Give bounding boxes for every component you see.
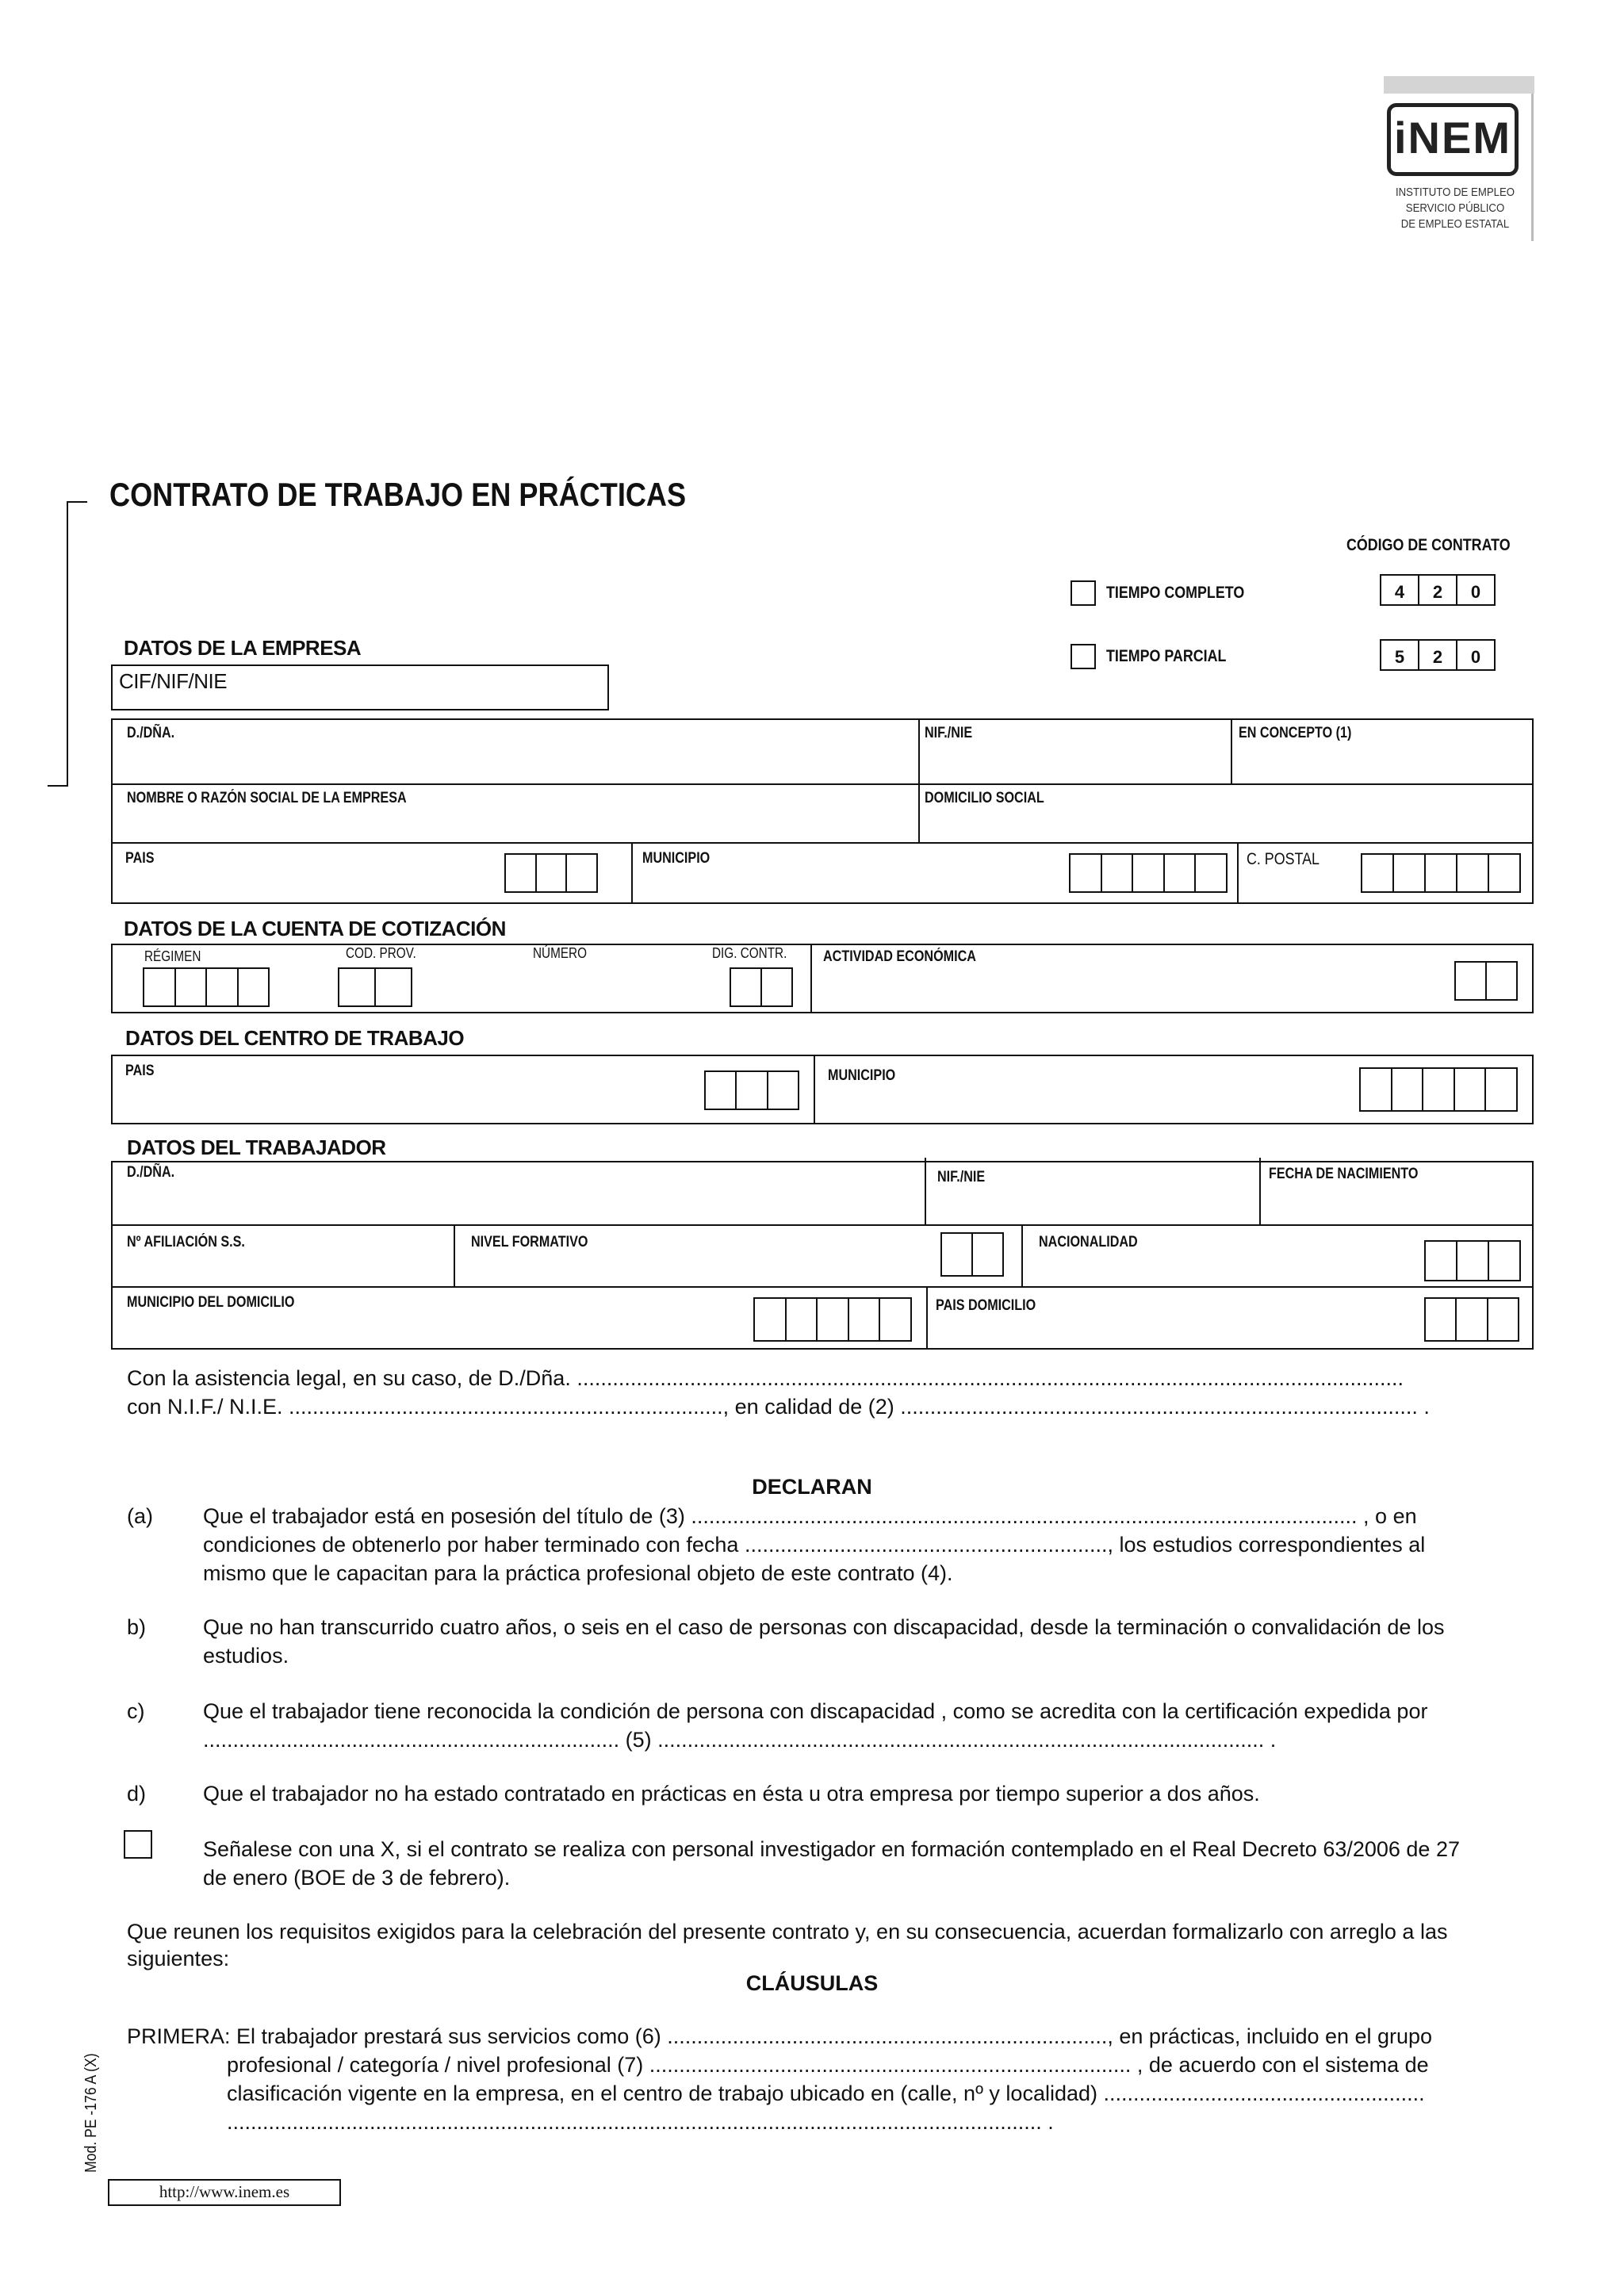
part-time-label: TIEMPO PARCIAL <box>1106 647 1227 665</box>
trabajador-nivel-cells[interactable] <box>940 1232 1004 1277</box>
declaran-title: DECLARAN <box>752 1475 872 1499</box>
asistencia-line1: Con la asistencia legal, en su caso, de D./Dña. ........................................................................................................................................... <box>127 1366 1404 1390</box>
investigador-checkbox[interactable] <box>124 1830 152 1859</box>
trabajador-nivel-label: NIVEL FORMATIVO <box>471 1234 588 1250</box>
full-time-code <box>1380 574 1496 606</box>
trabajador-d-dna-field[interactable] <box>113 1162 921 1223</box>
trabajador-fecha-nac-label: FECHA DE NACIMIENTO <box>1269 1166 1419 1182</box>
logo-mark <box>1387 103 1519 176</box>
company-razon-social-label: NOMBRE O RAZÓN SOCIAL DE LA EMPRESA <box>127 790 407 806</box>
company-pais-cells[interactable] <box>504 853 598 893</box>
logo-line2: SERVICIO PÚBLICO <box>1405 201 1505 215</box>
declaran-a-marker: (a) <box>127 1504 153 1528</box>
code-digit: 5 <box>1381 641 1419 669</box>
cod-prov-cells[interactable] <box>338 967 412 1007</box>
company-section-title: DATOS DE LA EMPRESA <box>124 636 362 660</box>
declaran-d-marker: d) <box>127 1782 147 1806</box>
declaran-b-line1: Que no han transcurrido cuatro años, o seis en el caso de personas con discapacidad, desde la terminación o convalidación de los <box>203 1615 1445 1639</box>
logo-line1: INSTITUTO DE EMPLEO <box>1395 186 1515 199</box>
trabajador-d-dna-label: D./DÑA. <box>127 1164 175 1181</box>
numero-label: NÚMERO <box>533 945 587 961</box>
company-pais-label: PAIS <box>125 850 155 867</box>
declaran-c-line1: Que el trabajador tiene reconocida la condición de persona con discapacidad , como se acredita con la certificación expedida por <box>203 1699 1428 1723</box>
centro-pais-cells[interactable] <box>704 1070 799 1110</box>
cif-field[interactable] <box>111 664 609 710</box>
declaran-c-marker: c) <box>127 1699 145 1723</box>
declaran-c-line2: ...................................................................... (5) ...................................................................................................... . <box>203 1728 1277 1752</box>
company-nif-label: NIF./NIE <box>925 725 973 741</box>
company-en-concepto-label: EN CONCEPTO (1) <box>1239 725 1352 741</box>
declaran-a-line3: mismo que le capacitan para la práctica profesional objeto de este contrato (4). <box>203 1561 953 1585</box>
logo-side-bar <box>1531 94 1534 241</box>
company-cpostal-label: C. POSTAL <box>1247 850 1320 868</box>
regimen-label: RÉGIMEN <box>144 948 201 964</box>
clausula-primera-line1: PRIMERA: El trabajador prestará sus servicios como (6) .........................................................................., en prácticas, incluido en el grupo <box>127 2024 1433 2048</box>
declaran-b-line2: estudios. <box>203 1644 289 1668</box>
part-time-code <box>1380 639 1496 671</box>
requisitos-line1: Que reunen los requisitos exigidos para la celebración del presente contrato y, en su consecuencia, acuerdan formalizarlo con arreglo a las <box>127 1920 1448 1944</box>
company-municipio-label: MUNICIPIO <box>642 850 710 867</box>
declaran-b-marker: b) <box>127 1615 147 1639</box>
clausula-primera-line3: clasificación vigente en la empresa, en el centro de trabajo ubicado en (calle, nº y localidad) ...................................................... <box>227 2081 1425 2105</box>
code-digit: 4 <box>1381 576 1419 604</box>
company-cpostal-cells[interactable] <box>1361 853 1521 893</box>
clausula-primera-line4: ......................................................................................................................................... . <box>227 2110 1054 2134</box>
asistencia-line2: con N.I.F./ N.I.E. ........................................................................., en calidad de (2) ....................................................................................... . <box>127 1395 1430 1419</box>
model-code: Mod. PE -176 A (X) <box>82 2053 100 2173</box>
footer-url: http://www.inem.es <box>159 2182 290 2201</box>
logo <box>1384 76 1534 241</box>
trabajador-nif-label: NIF./NIE <box>937 1169 986 1185</box>
actividad-label: ACTIVIDAD ECONÓMICA <box>823 948 976 965</box>
code-digit: 2 <box>1419 576 1457 604</box>
code-digit: 2 <box>1419 641 1457 669</box>
footer-url-box[interactable] <box>108 2179 341 2206</box>
logo-name: iNEM <box>1394 113 1511 163</box>
contract-code-label: CÓDIGO DE CONTRATO <box>1346 536 1511 554</box>
logo-top-bar <box>1384 76 1534 94</box>
declaran-x-line1: Señalese con una X, si el contrato se realiza con personal investigador en formación contemplado en el Real Decreto 63/2006 de 27 <box>203 1837 1460 1861</box>
trabajador-municipio-dom-label: MUNICIPIO DEL DOMICILIO <box>127 1294 295 1311</box>
company-domicilio-social-label: DOMICILIO SOCIAL <box>925 790 1044 806</box>
left-bracket <box>48 501 70 787</box>
trabajador-municipio-dom-cells[interactable] <box>753 1297 912 1342</box>
part-time-checkbox[interactable] <box>1071 644 1096 669</box>
declaran-x-line2: de enero (BOE de 3 de febrero). <box>203 1866 511 1890</box>
cif-label: CIF/NIF/NIE <box>119 669 228 693</box>
actividad-cells[interactable] <box>1454 961 1518 1001</box>
company-d-dna-field[interactable] <box>113 720 917 782</box>
trabajador-afiliacion-label: Nº AFILIACIÓN S.S. <box>127 1234 245 1250</box>
centro-municipio-label: MUNICIPIO <box>828 1067 896 1084</box>
full-time-label: TIEMPO COMPLETO <box>1106 584 1245 602</box>
centro-section-title: DATOS DEL CENTRO DE TRABAJO <box>125 1026 465 1050</box>
trabajador-pais-dom-cells[interactable] <box>1424 1297 1519 1342</box>
clausulas-title: CLÁUSULAS <box>745 1971 879 1995</box>
full-time-checkbox[interactable] <box>1071 580 1096 606</box>
trabajador-section-title: DATOS DEL TRABAJADOR <box>127 1136 386 1159</box>
code-digit: 0 <box>1470 582 1481 602</box>
logo-line3: DE EMPLEO ESTATAL <box>1400 217 1510 231</box>
numero-cells[interactable] <box>412 1005 730 1007</box>
requisitos-line2: siguientes: <box>127 1947 230 1970</box>
clausula-primera-line2: profesional / categoría / nivel profesional (7) ................................................................................. , de acuerdo con el sistema de <box>227 2053 1429 2077</box>
trabajador-nacionalidad-label: NACIONALIDAD <box>1039 1234 1138 1250</box>
declaran-a-line2: condiciones de obtenerlo por haber terminado con fecha ............................................................., los estudios correspondientes al <box>203 1533 1426 1557</box>
declaran-d-line1: Que el trabajador no ha estado contratado en prácticas en ésta u otra empresa por tiempo superior a dos años. <box>203 1782 1260 1806</box>
centro-pais-label: PAIS <box>125 1063 155 1079</box>
trabajador-nacionalidad-cells[interactable] <box>1424 1240 1521 1281</box>
centro-municipio-cells[interactable] <box>1359 1067 1518 1112</box>
cotizacion-table <box>111 944 1534 1013</box>
cod-prov-label: COD. PROV. <box>346 945 416 961</box>
company-municipio-cells[interactable] <box>1069 853 1228 893</box>
cotizacion-section-title: DATOS DE LA CUENTA DE COTIZACIÓN <box>124 917 506 940</box>
trabajador-pais-dom-label: PAIS DOMICILIO <box>936 1297 1036 1314</box>
centro-table <box>111 1055 1534 1124</box>
declaran-a-line1: Que el trabajador está en posesión del título de (3) ................................................................................................................ , o en <box>203 1504 1417 1528</box>
dig-contr-label: DIG. CONTR. <box>712 945 787 961</box>
page-title: CONTRATO DE TRABAJO EN PRÁCTICAS <box>109 476 687 513</box>
dig-contr-cells[interactable] <box>730 967 793 1007</box>
regimen-cells[interactable] <box>143 967 270 1007</box>
code-digit: 0 <box>1470 647 1481 667</box>
company-d-dna-label: D./DÑA. <box>127 725 175 741</box>
